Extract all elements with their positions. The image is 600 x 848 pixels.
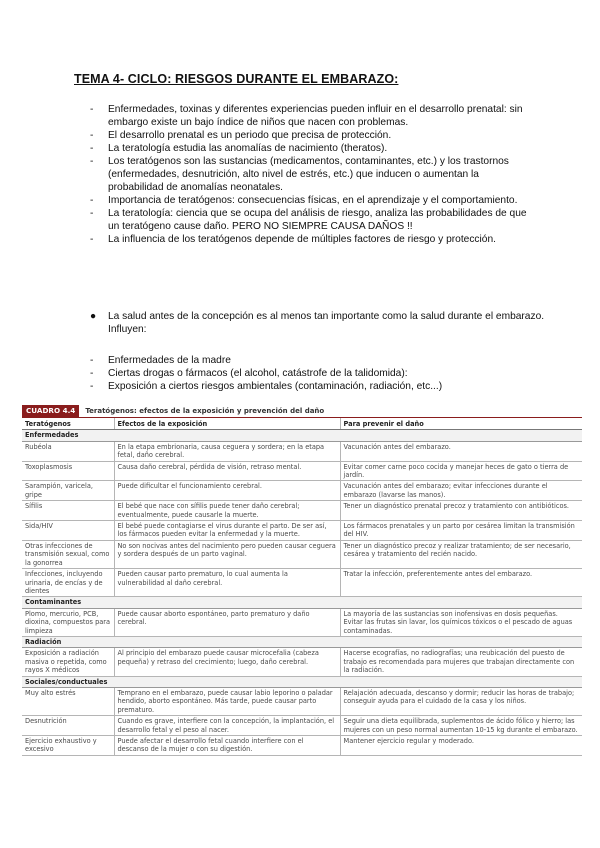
list-item [90, 233, 530, 246]
table-cell: Temprano en el embarazo, puede causar labio leporino o paladar hendido, aborto espontáneo. Más tarde, puede causar parto prematuro. [114, 687, 340, 715]
list-item-text: El desarrollo prenatal es un periodo que precisa de protección. [108, 130, 392, 141]
dash-marker: - [90, 156, 94, 167]
table-row [22, 687, 582, 715]
table-cell: Otras infecciones de transmisión sexual, como la gonorrea [22, 540, 114, 568]
table-cell: No son nocivas antes del nacimiento pero pueden causar ceguera y sordera después de un parto vaginal. [114, 540, 340, 568]
page-title: TEMA 4- CICLO: RIESGOS DURANTE EL EMBARAZO: [74, 72, 399, 86]
column-header: Efectos de la exposición [114, 418, 340, 430]
table-row [22, 481, 582, 501]
table-cell: La mayoría de las sustancias son inofensivas en dosis pequeñas. Evitar las frutas sin lavar, los químicos tóxicos o el pescado de aguas contaminadas. [340, 608, 582, 636]
dash-marker: - [90, 104, 94, 115]
table-cell: Puede dificultar el funcionamiento cerebral. [114, 481, 340, 501]
table-header-row [22, 418, 582, 430]
list-item [90, 380, 530, 393]
cuadro-header [22, 405, 582, 418]
table-cell: Muy alto estrés [22, 687, 114, 715]
list-item [90, 155, 530, 194]
column-header: Para prevenir el daño [340, 418, 582, 430]
table-row [22, 441, 582, 461]
category-row [22, 430, 582, 441]
table-cell: Evitar comer carne poco cocida y manejar heces de gato o tierra de jardín. [340, 461, 582, 481]
category-row [22, 597, 582, 608]
list-item [90, 129, 530, 142]
table-cell: Exposición a radiación masiva o repetida, como rayos X médicos [22, 648, 114, 676]
bullet-marker: ● [90, 311, 97, 322]
list-item-text: Ciertas drogas o fármacos (el alcohol, catástrofe de la talidomida): [108, 368, 408, 379]
dash-marker: - [90, 355, 94, 366]
table-cell: Los fármacos prenatales y un parto por cesárea limitan la transmisión del HIV. [340, 521, 582, 541]
bullet-text: La salud antes de la concepción es al menos tan importante como la salud durante el embarazo. Influyen: [108, 311, 545, 335]
category-label: Sociales/conductuales [22, 676, 582, 687]
teratogen-table [22, 418, 582, 756]
dash-marker: - [90, 195, 94, 206]
table-row [22, 521, 582, 541]
category-label: Radiación [22, 636, 582, 647]
table-row [22, 501, 582, 521]
table-cell: Sarampión, varicela, gripe [22, 481, 114, 501]
table-cell: Tener un diagnóstico prenatal precoz y tratamiento con antibióticos. [340, 501, 582, 521]
table-cell: Puede causar aborto espontáneo, parto prematuro y daño cerebral. [114, 608, 340, 636]
list-item [90, 354, 530, 367]
list-item-text: Enfermedades de la madre [108, 355, 231, 366]
table-cell: El bebé puede contagiarse el virus durante el parto. De ser así, los fármacos pueden evitar la enfermedad y la muerte. [114, 521, 340, 541]
table-cell: Tener un diagnóstico precoz y realizar tratamiento; de ser necesario, cesárea y tratamiento del recién nacido. [340, 540, 582, 568]
list-item-text: Importancia de teratógenos: consecuencias físicas, en el aprendizaje y el comportamiento. [108, 195, 518, 206]
dash-marker: - [90, 234, 94, 245]
table-cell: Toxoplasmosis [22, 461, 114, 481]
table-cell: Tratar la infección, preferentemente antes del embarazo. [340, 569, 582, 597]
table-cell: Plomo, mercurio, PCB, dioxina, compuestos para limpieza [22, 608, 114, 636]
table-cell: Vacunación antes del embarazo. [340, 441, 582, 461]
intro-list [90, 103, 530, 246]
table-cell: Puede afectar el desarrollo fetal cuando interfiere con el descanso de la mujer o con su digestión. [114, 736, 340, 756]
table-cell: El bebé que nace con sífilis puede tener daño cerebral; eventualmente, puede causarle la muerte. [114, 501, 340, 521]
table-row [22, 716, 582, 736]
list-item [90, 142, 530, 155]
table-cell: Relajación adecuada, descanso y dormir; reducir las horas de trabajo; conseguir ayuda para el cuidado de la casa y los niños. [340, 687, 582, 715]
category-row [22, 676, 582, 687]
table-cell: Ejercicio exhaustivo y excesivo [22, 736, 114, 756]
dash-marker: - [90, 381, 94, 392]
category-label: Enfermedades [22, 430, 582, 441]
dash-marker: - [90, 143, 94, 154]
table-cell: Sida/HIV [22, 521, 114, 541]
list-item-text: Los teratógenos son las sustancias (medicamentos, contaminantes, etc.) y los trastornos (enfermedades, desnutrición, alto nivel de estrés, etc.) que inducen o aumentan la probabilidad de anomalías neonatales. [108, 156, 509, 193]
table-cell: Cuando es grave, interfiere con la concepción, la implantación, el desarrollo fetal y el peso al nacer. [114, 716, 340, 736]
table-cell: Sífilis [22, 501, 114, 521]
table-cell: Pueden causar parto prematuro, lo cual aumenta la vulnerabilidad al daño cerebral. [114, 569, 340, 597]
table-cell: Mantener ejercicio regular y moderado. [340, 736, 582, 756]
table-row [22, 608, 582, 636]
list-item [90, 194, 530, 207]
cuadro-title: Teratógenos: efectos de la exposición y prevención del daño [85, 406, 325, 415]
table-cell: Al principio del embarazo puede causar microcefalia (cabeza pequeña) y retraso del crecimiento; luego, daño cerebral. [114, 648, 340, 676]
list-item-text: Enfermedades, toxinas y diferentes experiencias pueden influir en el desarrollo prenatal: sin embargo existe un bajo índice de niños que nacen con problemas. [108, 104, 523, 128]
bullet-paragraph [90, 310, 548, 336]
column-header: Teratógenos [22, 418, 114, 430]
cuadro-table-figure [22, 405, 582, 845]
table-cell: Hacerse ecografías, no radiografías; una reubicación del puesto de trabajo es recomendada para mujeres que trabajan directamente con la radiación. [340, 648, 582, 676]
dash-marker: - [90, 208, 94, 219]
table-cell: Infecciones, incluyendo urinaria, de encías y de dientes [22, 569, 114, 597]
dash-marker: - [90, 368, 94, 379]
list-item-text: La teratología: ciencia que se ocupa del análisis de riesgo, analiza las probabilidades de que un teratógeno cause daño. PERO NO SIEMPRE CAUSA DAÑOS !! [108, 208, 527, 232]
table-cell: Desnutrición [22, 716, 114, 736]
table-cell: Vacunación antes del embarazo; evitar infecciones durante el embarazo (lavarse las manos). [340, 481, 582, 501]
table-row [22, 648, 582, 676]
table-cell: Causa daño cerebral, pérdida de visión, retraso mental. [114, 461, 340, 481]
table-cell: En la etapa embrionaria, causa ceguera y sordera; en la etapa fetal, daño cerebral. [114, 441, 340, 461]
cuadro-tag: CUADRO 4.4 [22, 405, 79, 417]
list-item [90, 103, 530, 129]
table-row [22, 569, 582, 597]
table-row [22, 461, 582, 481]
category-row [22, 636, 582, 647]
table-cell: Rubéola [22, 441, 114, 461]
table-row [22, 736, 582, 756]
list-item [90, 207, 530, 233]
influyen-list [90, 354, 530, 393]
table-row [22, 540, 582, 568]
category-label: Contaminantes [22, 597, 582, 608]
list-item [90, 367, 530, 380]
list-item-text: La teratología estudia las anomalías de nacimiento (theratos). [108, 143, 388, 154]
list-item-text: Exposición a ciertos riesgos ambientales (contaminación, radiación, etc...) [108, 381, 443, 392]
dash-marker: - [90, 130, 94, 141]
list-item-text: La influencia de los teratógenos depende de múltiples factores de riesgo y protección. [108, 234, 496, 245]
table-cell: Seguir una dieta equilibrada, suplementos de ácido fólico y hierro; las mujeres con un peso normal aumentan 10-15 kg durante el embarazo. [340, 716, 582, 736]
